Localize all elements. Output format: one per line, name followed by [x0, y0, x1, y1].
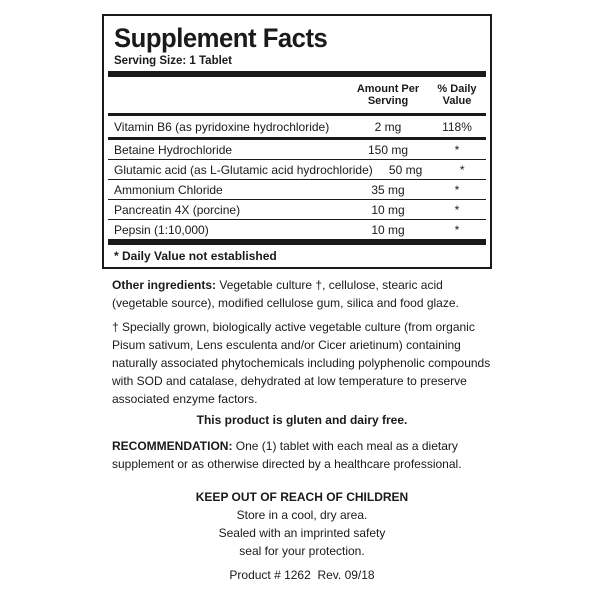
recommendation-text: One (1) tablet with each meal as a dietary supplement or as otherwise directed by a healthcare professional. [112, 439, 462, 471]
ingredient-name: Betaine Hydrochloride [114, 142, 233, 157]
ingredient-dv: 118% [442, 119, 472, 134]
other-ingredients [112, 276, 492, 312]
storage-line-2: Sealed with an imprinted safety [218, 526, 386, 540]
daily-value-footnote: * Daily Value not established [114, 249, 277, 263]
amount-per-serving-header: Amount Per Serving [356, 83, 420, 107]
table-row [108, 160, 486, 180]
ingredient-dv: * [454, 182, 460, 197]
table-row [108, 200, 486, 220]
table-row [108, 180, 486, 200]
table-row [108, 220, 486, 239]
serving-size: Serving Size: 1 Tablet [114, 55, 233, 67]
table-row [108, 116, 486, 140]
ingredient-amount: 150 mg [367, 142, 409, 157]
recommendation-label: RECOMMENDATION: [112, 439, 233, 453]
ingredient-name: Vitamin B6 (as pyridoxine hydrochloride) [114, 119, 330, 134]
ingredient-name: Pancreatin 4X (porcine) [114, 202, 241, 217]
ingredient-amount: 35 mg [371, 182, 405, 197]
ingredient-name: Glutamic acid (as L-Glutamic acid hydrochloride) [114, 162, 373, 177]
ingredient-amount: 50 mg [388, 162, 423, 177]
dagger-note: † Specially grown, biologically active vegetable culture (from organic Pisum sativum, Lens esculenta and/or Cicer arietinum) containing naturally associated phytochemicals including polyphenolic compounds with SOD and catalase, dehydrated at low temperature to preserve associated enzyme factors. [112, 320, 491, 406]
ingredient-dv: * [454, 222, 460, 237]
facts-title: Supplement Facts [114, 23, 328, 53]
ingredient-name: Ammonium Chloride [114, 182, 223, 197]
daily-value-header: % Daily Value [437, 83, 477, 107]
ingredient-amount: 2 mg [374, 119, 402, 134]
ingredient-amount: 10 mg [371, 222, 405, 237]
ingredient-dv: * [459, 162, 465, 177]
ingredient-dv: * [454, 202, 460, 217]
other-ingredients-label: Other ingredients: [112, 278, 217, 292]
storage-line-1: Store in a cool, dry area. [236, 508, 368, 522]
ingredient-amount: 10 mg [371, 202, 405, 217]
warning-title: KEEP OUT OF REACH OF CHILDREN [195, 490, 409, 504]
storage-line-3: seal for your protection. [239, 544, 365, 558]
table-row [108, 140, 486, 160]
warning-block [112, 488, 492, 560]
facts-header-row [108, 77, 486, 113]
ingredient-name: Pepsin (1:10,000) [114, 222, 209, 237]
ingredient-dv: * [454, 142, 460, 157]
product-number: Product # 1262 Rev. 09/18 [229, 568, 375, 582]
other-ingredients-text: Vegetable culture †, cellulose, stearic acid (vegetable source), modified cellulose gum, silica and food glaze. [112, 278, 459, 310]
recommendation [112, 437, 492, 473]
gluten-statement: This product is gluten and dairy free. [196, 413, 408, 427]
supplement-facts-panel [102, 14, 492, 269]
